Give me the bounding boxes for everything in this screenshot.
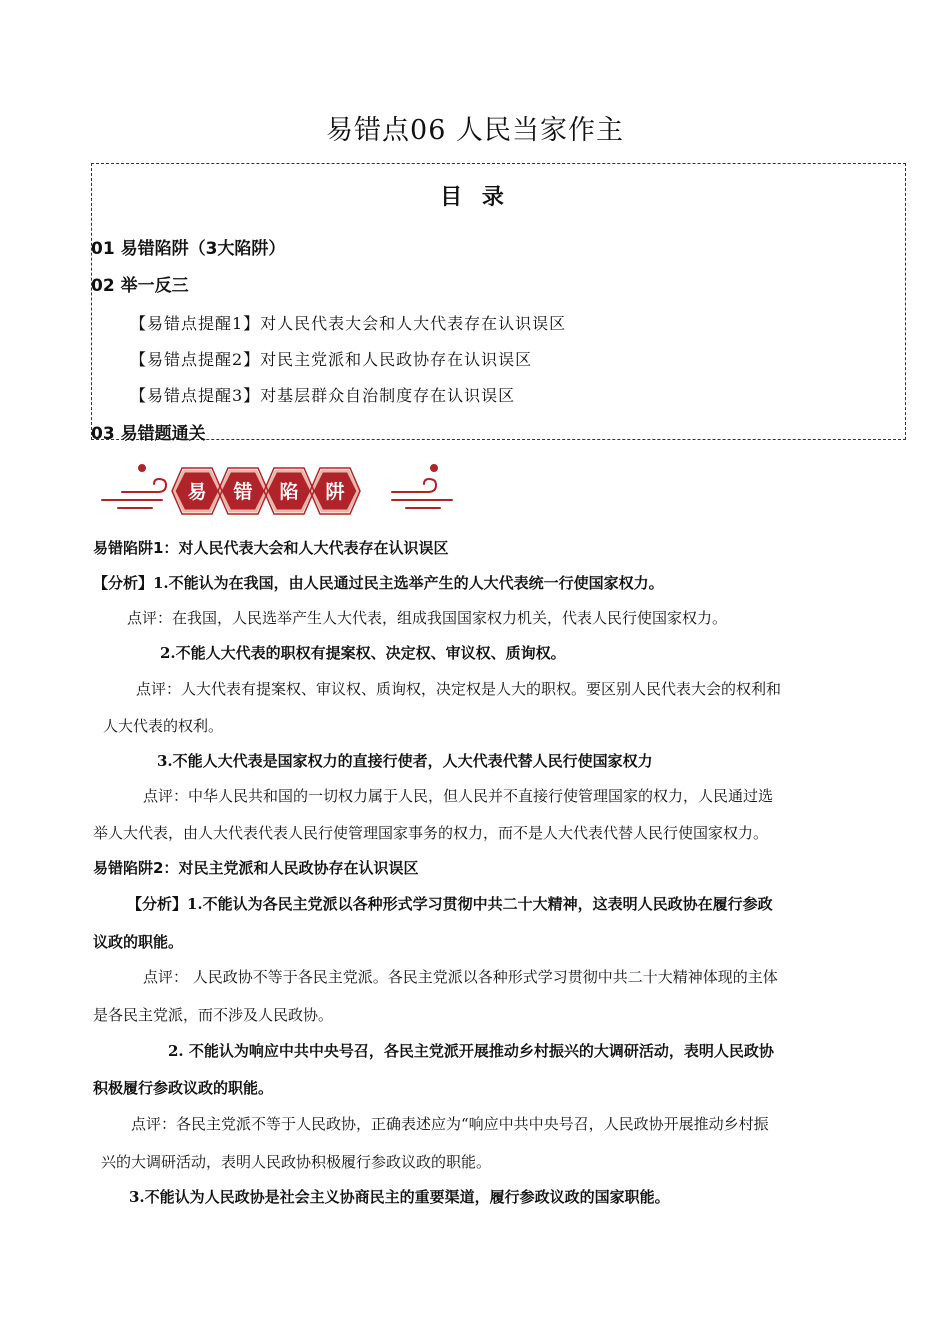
banner-char-1: 易 — [187, 481, 207, 503]
toc-reminder-3[interactable]: 【易错点提醒3】对基层群众自治制度存在认识误区 — [130, 386, 516, 405]
trap2-analysis-1-line2: 议政的职能。 — [93, 933, 184, 951]
trap1-comment-1: 点评：在我国，人民选举产生人大代表，组成我国国家权力机关，代表人民行使国家权力。 — [127, 609, 728, 627]
toc-section-traps[interactable]: 01 易错陷阱（3大陷阱） — [91, 239, 286, 259]
trap2-comment-1-line1: 点评： 人民政协不等于各民主党派。各民主党派以各种形式学习贯彻中共二十大精神体现的主体 — [143, 968, 778, 986]
toc-reminder-1[interactable]: 【易错点提醒1】对人民代表大会和人大代表存在认识误区 — [130, 314, 567, 333]
trap1-comment-2-line1: 点评：人大代表有提案权、审议权、质询权，决定权是人大的职权。要区别人民代表大会的权利和 — [136, 680, 782, 698]
trap1-comment-2-line2: 人大代表的权利。 — [103, 717, 224, 735]
banner-char-3: 陷 — [279, 481, 299, 503]
banner-char-4: 阱 — [325, 481, 345, 503]
page-title: 易错点06 人民当家作主 — [326, 115, 624, 146]
trap1-analysis-2: 2.不能人大代表的职权有提案权、决定权、审议权、质询权。 — [160, 644, 566, 662]
section-banner — [100, 458, 460, 524]
toc-heading: 目 录 — [440, 185, 510, 210]
trap1-title: 易错陷阱1：对人民代表大会和人大代表存在认识误区 — [93, 539, 449, 557]
trap2-analysis-1-line1: 【分析】1.不能认为各民主党派以各种形式学习贯彻中共二十大精神，这表明人民政协在履行参政 — [127, 895, 773, 913]
trap2-analysis-3: 3.不能认为人民政协是社会主义协商民主的重要渠道，履行参政议政的国家职能。 — [129, 1188, 670, 1206]
banner-char-2: 错 — [233, 481, 253, 503]
trap1-comment-3-line1: 点评：中华人民共和国的一切权力属于人民，但人民并不直接行使管理国家的权力，人民通过选 — [143, 787, 774, 805]
toc-reminder-2[interactable]: 【易错点提醒2】对民主党派和人民政协存在认识误区 — [130, 350, 533, 369]
trap2-title: 易错陷阱2：对民主党派和人民政协存在认识误区 — [93, 859, 419, 877]
trap2-comment-1-line2: 是各民主党派，而不涉及人民政协。 — [93, 1006, 334, 1024]
left-swirl-icon — [102, 465, 166, 508]
trap2-comment-2-line2: 兴的大调研活动，表明人民政协积极履行参政议政的职能。 — [101, 1153, 492, 1171]
toc-section-exercises[interactable]: 03 易错题通关 — [91, 424, 206, 444]
trap2-analysis-2-line1: 2. 不能认为响应中共中央号召，各民主党派开展推动乡村振兴的大调研活动，表明人民政协 — [168, 1042, 774, 1060]
trap1-analysis-1: 【分析】1.不能认为在我国，由人民通过民主选举产生的人大代表统一行使国家权力。 — [93, 574, 664, 592]
toc-section-examples[interactable]: 02 举一反三 — [91, 276, 189, 296]
trap1-analysis-3: 3.不能人大代表是国家权力的直接行使者，人大代表代替人民行使国家权力 — [157, 752, 653, 770]
right-swirl-icon — [392, 465, 452, 508]
trap1-comment-3-line2: 举人大代表，由人大代表代表人民行使管理国家事务的权力，而不是人大代表代替人民行使国家权力。 — [93, 824, 769, 842]
trap2-comment-2-line1: 点评：各民主党派不等于人民政协，正确表述应为“响应中共中央号召，人民政协开展推动乡村振 — [131, 1115, 769, 1133]
trap2-analysis-2-line2: 积极履行参政议政的职能。 — [93, 1079, 274, 1097]
hex-chars — [172, 468, 360, 514]
